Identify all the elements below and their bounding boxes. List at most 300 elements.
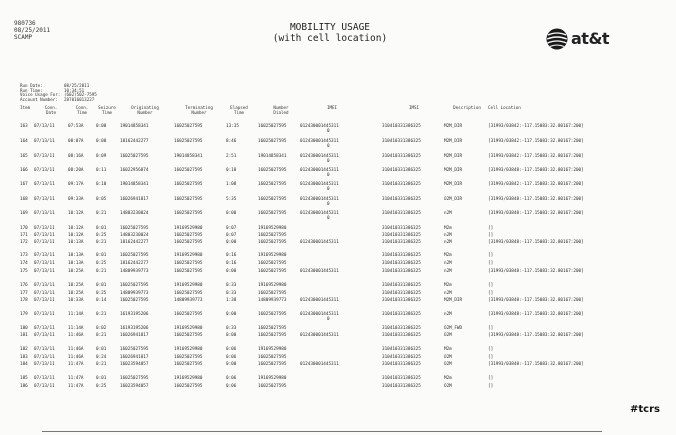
cell-imsi: 310410331386325 — [382, 197, 421, 202]
cell-desc: n2M — [444, 211, 452, 216]
cell-elapsed: 8:46 — [226, 139, 237, 144]
att-logo — [546, 28, 646, 52]
cell-desc: O2M — [444, 384, 452, 389]
cell-imei: 012430001445311 — [300, 139, 339, 144]
cell-item: 174 — [20, 261, 28, 266]
cell-term: 16025027595 — [174, 362, 203, 367]
meta-key: Run Date: — [20, 83, 43, 88]
cell-dialed: 16025027595 — [258, 355, 287, 360]
cell-seizure: 0:25 — [96, 384, 107, 389]
cell-desc: M2m — [444, 347, 452, 352]
cell-dialed: 16025027595 — [258, 197, 287, 202]
cell-elapsed: 0:00 — [226, 269, 237, 274]
cell-date: 07/13/11 — [34, 298, 55, 303]
cell-imei-continuation: 0 — [327, 129, 330, 134]
cell-orig: 14803230024 — [120, 211, 149, 216]
cell-imei-continuation: 0 — [327, 159, 330, 164]
cell-dialed: 16025027595 — [258, 233, 287, 238]
column-header-dialed: Number Dialed — [273, 105, 289, 115]
cell-term: 16025027595 — [174, 333, 203, 338]
title-line-2: (with cell location) — [272, 33, 388, 44]
cell-imei-continuation: 0 — [327, 173, 330, 178]
meta-value: 08/25/2011 — [64, 83, 90, 88]
cell-seizure: 0:21 — [96, 333, 107, 338]
cell-orig: 16025027595 — [120, 283, 149, 288]
cell-elapsed: 0:06 — [226, 384, 237, 389]
cell-imei-continuation: 0 — [327, 202, 330, 207]
cell-time: 11:14A — [68, 326, 84, 331]
cell-dialed: 16025027595 — [258, 291, 287, 296]
cell-date: 07/13/11 — [34, 168, 55, 173]
cell-seizure: 0:25 — [96, 233, 107, 238]
cell-elapsed: 13:35 — [226, 124, 239, 129]
cell-item: 169 — [20, 211, 28, 216]
cell-desc: O2M_DIR — [444, 197, 463, 202]
cell-date: 07/13/11 — [34, 384, 55, 389]
cell-dialed: 16025027595 — [258, 124, 287, 129]
cell-elapsed: 0:00 — [226, 240, 237, 245]
cell-dialed: 19169529980 — [258, 347, 287, 352]
cell-term: 16025027595 — [174, 168, 203, 173]
cell-desc: M2m — [444, 226, 452, 231]
cell-imsi: 310410331386325 — [382, 154, 421, 159]
column-header-seizure-time: Seizure Time — [98, 105, 116, 115]
cell-time: 11:46A — [68, 355, 84, 360]
cell-dialed: 19169529980 — [258, 283, 287, 288]
cell-cell: [] — [488, 233, 494, 238]
cell-seizure: 0:00 — [96, 124, 107, 129]
cell-cell: [31993/03842:-117.15083:32.80167:200] — [488, 124, 584, 129]
meta-key: Run Time: — [20, 87, 43, 93]
cell-elapsed: 0:00 — [226, 362, 237, 367]
cell-item: 173 — [20, 253, 28, 258]
cell-date: 07/13/11 — [34, 347, 55, 352]
cell-cell: [31993/03848:-117.15083:32.80167:200] — [488, 211, 584, 216]
cell-date: 07/13/11 — [34, 154, 55, 159]
cell-imsi: 310410331386325 — [382, 326, 421, 331]
cell-elapsed: 0:16 — [226, 253, 237, 258]
cell-term: 19169529980 — [174, 326, 203, 331]
cell-date: 07/13/11 — [34, 253, 55, 258]
cell-dialed: 16025027595 — [258, 211, 287, 216]
column-header-conn-time: Conn. Time — [75, 105, 89, 115]
cell-imei-continuation: 0 — [327, 144, 330, 149]
cell-desc: n2M — [444, 240, 452, 245]
cell-elapsed: 0:07 — [226, 233, 237, 238]
cell-cell: [31993/03848:-117.15083:32.80167:200] — [488, 333, 584, 338]
cell-imsi: 310410331386325 — [382, 261, 421, 266]
cell-cell: [31993/03848:-117.15083:32.80167:200] — [488, 168, 584, 173]
cell-imei: 012430001445311 — [300, 362, 339, 367]
cell-date: 07/13/11 — [34, 269, 55, 274]
cell-term: 16025027595 — [174, 197, 203, 202]
cell-item: 175 — [20, 269, 28, 274]
cell-elapsed: 0:33 — [226, 283, 237, 288]
cell-desc: n2M — [444, 312, 452, 317]
cell-time: 11:47A — [68, 384, 84, 389]
cell-cell: [31993/03848:-117.15083:32.80167:200] — [488, 312, 584, 317]
cell-date: 07/13/11 — [34, 312, 55, 317]
cell-orig: 16026941817 — [120, 355, 149, 360]
cell-dialed: 19169529980 — [258, 253, 287, 258]
cell-item: 165 — [20, 154, 28, 159]
cell-cell: [31993/03848:-117.15083:32.80167:200] — [488, 362, 584, 367]
cell-desc: M2M_DIR — [444, 182, 463, 187]
cell-imsi: 310410331386325 — [382, 269, 421, 274]
meta-key: Voice Usage For: — [20, 92, 61, 98]
cell-orig: 16025027595 — [120, 347, 149, 352]
cell-date: 07/13/11 — [34, 197, 55, 202]
cell-imei: 012430001445311 — [300, 154, 339, 159]
cell-imei: 012430001445311 — [300, 240, 339, 245]
cell-item: 180 — [20, 326, 28, 331]
cell-seizure: 0:11 — [96, 168, 107, 173]
cell-date: 07/13/11 — [34, 355, 55, 360]
cell-item: 185 — [20, 376, 28, 381]
cell-term: 16025027595 — [174, 139, 203, 144]
cell-imei: 012430001445311 — [300, 124, 339, 129]
cell-elapsed: 5:35 — [226, 197, 237, 202]
column-header-terminating: Terminating Number — [185, 105, 213, 115]
cell-cell: [31993/03848:-117.15083:32.80167:200] — [488, 240, 584, 245]
cell-elapsed: 0:33 — [226, 291, 237, 296]
cell-time: 10:13A — [68, 253, 84, 258]
cell-desc: M2M_DIR — [444, 168, 463, 173]
cell-imsi: 310410331386325 — [382, 347, 421, 352]
cell-dialed: 16025027595 — [258, 139, 287, 144]
cell-term: 16025027595 — [174, 124, 203, 129]
cell-item: 179 — [20, 312, 28, 317]
cell-time: 11:47A — [68, 362, 84, 367]
cell-time: 10:12A — [68, 226, 84, 231]
cell-item: 182 — [20, 347, 28, 352]
cell-dialed: 16025027595 — [258, 333, 287, 338]
cell-dialed: 16025027595 — [258, 269, 287, 274]
cell-imsi: 310410331386325 — [382, 226, 421, 231]
cell-imsi: 310410331386325 — [382, 240, 421, 245]
cell-date: 07/13/11 — [34, 124, 55, 129]
page-title — [230, 22, 430, 44]
cell-cell: [31993/03842:-117.15083:32.80167:200] — [488, 182, 584, 187]
cell-orig: 19014858341 — [120, 124, 149, 129]
cell-term: 19014858341 — [174, 154, 203, 159]
cell-term: 16025027595 — [174, 261, 203, 266]
cell-dialed: 16025027595 — [258, 261, 287, 266]
cell-term: 14809939773 — [174, 298, 203, 303]
cell-item: 177 — [20, 291, 28, 296]
cell-cell: [31993/03842:-117.15083:32.80167:200] — [488, 154, 584, 159]
cell-desc: M2m — [444, 283, 452, 288]
cell-cell: [] — [488, 261, 494, 266]
cell-seizure: 0:21 — [96, 211, 107, 216]
cell-seizure: 0:05 — [96, 197, 107, 202]
cell-seizure: 0:00 — [96, 139, 107, 144]
cell-imei-continuation: 0 — [327, 187, 330, 192]
cell-item: 184 — [20, 362, 28, 367]
cell-time: 09:17A — [68, 182, 84, 187]
cell-imei: 012430001445311 — [300, 333, 339, 338]
cell-time: 08:20A — [68, 168, 84, 173]
cell-imsi: 310410331386325 — [382, 376, 421, 381]
cell-desc: M2M_DIR — [444, 154, 463, 159]
cell-date: 07/13/11 — [34, 326, 55, 331]
cell-date: 07/13/11 — [34, 233, 55, 238]
report-date: 08/25/2011 — [14, 27, 51, 34]
cell-cell: [] — [488, 376, 494, 381]
cell-item: 170 — [20, 226, 28, 231]
cell-orig: 16025027595 — [120, 298, 149, 303]
cell-term: 19169529980 — [174, 253, 203, 258]
report-meta — [20, 84, 97, 102]
cell-seizure: 0:09 — [96, 154, 107, 159]
cell-imei: 012430001445311 — [300, 269, 339, 274]
cell-orig: 19014858341 — [120, 182, 149, 187]
cell-orig: 16193195206 — [120, 326, 149, 331]
cell-date: 07/13/11 — [34, 376, 55, 381]
cell-elapsed: 0:33 — [226, 326, 237, 331]
cell-orig: 16025027595 — [120, 376, 149, 381]
cell-imei: 012430001445311 — [300, 182, 339, 187]
cell-elapsed: 0:07 — [226, 226, 237, 231]
cell-desc: O2M_FWD — [444, 326, 463, 331]
cell-elapsed: 1:08 — [226, 182, 237, 187]
cell-orig: 14809939773 — [120, 291, 149, 296]
cell-item: 168 — [20, 197, 28, 202]
cell-imsi: 310410331386325 — [382, 298, 421, 303]
meta-key: Account Number: — [20, 96, 58, 102]
cell-item: 164 — [20, 139, 28, 144]
cell-cell: [] — [488, 347, 494, 352]
cell-orig: 16026941817 — [120, 197, 149, 202]
cell-desc: O2M — [444, 362, 452, 367]
footer-divider — [42, 431, 602, 432]
cell-imsi: 310410331386325 — [382, 283, 421, 288]
cell-seizure: 0:01 — [96, 253, 107, 258]
cell-term: 16025027595 — [174, 269, 203, 274]
cell-time: 11:47A — [68, 376, 84, 381]
cell-imsi: 310410331386325 — [382, 362, 421, 367]
cell-elapsed: 1:38 — [226, 298, 237, 303]
meta-row — [20, 98, 97, 103]
cell-date: 07/13/11 — [34, 211, 55, 216]
cell-item: 183 — [20, 355, 28, 360]
cell-imsi: 310410331386325 — [382, 333, 421, 338]
cell-dialed: 16025027595 — [258, 384, 287, 389]
cell-desc: n2M — [444, 233, 452, 238]
cell-term: 16025027595 — [174, 211, 203, 216]
column-header-cell-location: Cell Location — [488, 105, 521, 110]
cell-time: 08:07A — [68, 139, 84, 144]
cell-imei: 012430001445311 — [300, 168, 339, 173]
cell-desc: n2M — [444, 291, 452, 296]
column-header-imei: IMEI — [326, 105, 338, 110]
cell-elapsed: 0:18 — [226, 168, 237, 173]
cell-orig: 16025027595 — [120, 154, 149, 159]
report-id: 980736 — [14, 20, 36, 27]
cell-time: 10:12A — [68, 211, 84, 216]
cell-desc: M2M_DIR — [444, 298, 463, 303]
cell-imsi: 310410331386325 — [382, 168, 421, 173]
cell-elapsed: 0:06 — [226, 355, 237, 360]
cell-date: 07/13/11 — [34, 362, 55, 367]
cell-date: 07/13/11 — [34, 333, 55, 338]
cell-item: 163 — [20, 124, 28, 129]
cell-orig: 16026941817 — [120, 333, 149, 338]
cell-elapsed: 0:00 — [226, 211, 237, 216]
cell-cell: [31993/03848:-117.15083:32.80167:200] — [488, 269, 584, 274]
cell-orig: 16025027595 — [120, 226, 149, 231]
title-line-1: MOBILITY USAGE — [289, 22, 371, 33]
cell-orig: 16193195206 — [120, 312, 149, 317]
cell-imsi: 310410331386325 — [382, 291, 421, 296]
cell-seizure: 0:01 — [96, 283, 107, 288]
cell-date: 07/13/11 — [34, 182, 55, 187]
cell-orig: 16022956874 — [120, 168, 149, 173]
cell-time: 10:33A — [68, 298, 84, 303]
cell-item: 186 — [20, 384, 28, 389]
column-header-description: Description — [453, 105, 481, 110]
cell-item: 176 — [20, 283, 28, 288]
cell-dialed: 14809939773 — [258, 298, 287, 303]
cell-time: 10:25A — [68, 291, 84, 296]
cell-time: 07:53A — [68, 124, 84, 129]
cell-seizure: 0:01 — [96, 226, 107, 231]
cell-seizure: 0:25 — [96, 261, 107, 266]
cell-cell: [] — [488, 226, 494, 231]
cell-imei: 012430001445311 — [300, 298, 339, 303]
cell-date: 07/13/11 — [34, 240, 55, 245]
cell-cell: [31993/03848:-117.15083:32.80167:200] — [488, 197, 584, 202]
cell-item: 166 — [20, 168, 28, 173]
cell-imsi: 310410331386325 — [382, 384, 421, 389]
cell-imsi: 310410331386325 — [382, 182, 421, 187]
cell-dialed: 19014858341 — [258, 154, 287, 159]
cell-dialed: 16025027595 — [258, 362, 287, 367]
cell-elapsed: 0:00 — [226, 333, 237, 338]
cell-desc: M2m — [444, 253, 452, 258]
cell-elapsed: 0:06 — [226, 347, 237, 352]
cell-imei-continuation: 0 — [327, 317, 330, 322]
cell-dialed: 19169529980 — [258, 226, 287, 231]
cell-cell: [] — [488, 253, 494, 258]
cell-imsi: 310410331386325 — [382, 253, 421, 258]
cell-term: 16025027595 — [174, 384, 203, 389]
cell-dialed: 16025027595 — [258, 182, 287, 187]
cell-orig: 16023594057 — [120, 362, 149, 367]
cell-imsi: 310410331386325 — [382, 233, 421, 238]
cell-imei: 012430001445311 — [300, 197, 339, 202]
watermark: #tcrs — [630, 404, 660, 415]
cell-term: 16025027595 — [174, 233, 203, 238]
cell-seizure: 0:02 — [96, 326, 107, 331]
cell-elapsed: 0:06 — [226, 376, 237, 381]
cell-desc: M2m — [444, 376, 452, 381]
cell-dialed: 16025027595 — [258, 240, 287, 245]
cell-orig: 14809939773 — [120, 269, 149, 274]
cell-term: 16025027595 — [174, 182, 203, 187]
cell-desc: O2M — [444, 333, 452, 338]
cell-cell: [31993/03842:-117.15083:32.80167:200] — [488, 139, 584, 144]
cell-orig: 18162442277 — [120, 240, 149, 245]
cell-orig: 18162442277 — [120, 261, 149, 266]
cell-dialed: 16025027595 — [258, 326, 287, 331]
cell-imei: 012430001445311 — [300, 312, 339, 317]
cell-dialed: 16025027595 — [258, 168, 287, 173]
cell-imsi: 310410331386325 — [382, 355, 421, 360]
meta-value: 10:34:51 — [64, 87, 85, 93]
cell-time: 10:25A — [68, 283, 84, 288]
cell-elapsed: 0:00 — [226, 312, 237, 317]
cell-cell: [] — [488, 355, 494, 360]
cell-elapsed: 0:16 — [226, 261, 237, 266]
cell-seizure: 0:01 — [96, 376, 107, 381]
cell-dialed: 19169529980 — [258, 376, 287, 381]
cell-seizure: 0:21 — [96, 312, 107, 317]
cell-term: 16025027595 — [174, 291, 203, 296]
cell-date: 07/13/11 — [34, 226, 55, 231]
cell-seizure: 0:21 — [96, 269, 107, 274]
cell-cell: [] — [488, 326, 494, 331]
cell-time: 11:46A — [68, 333, 84, 338]
column-header-item: Item — [20, 105, 31, 110]
cell-term: 16025027595 — [174, 240, 203, 245]
cell-date: 07/13/11 — [34, 139, 55, 144]
cell-date: 07/13/11 — [34, 291, 55, 296]
logo-text: at&t — [571, 29, 610, 48]
cell-time: 10:12A — [68, 233, 84, 238]
cell-cell: [] — [488, 283, 494, 288]
cell-date: 07/13/11 — [34, 261, 55, 266]
cell-cell: [31993/03848:-117.15083:32.80167:200] — [488, 298, 584, 303]
cell-time: 09:33A — [68, 197, 84, 202]
column-header-elapsed: Elapsed Time — [230, 105, 248, 115]
cell-seizure: 0:25 — [96, 291, 107, 296]
cell-desc: O2M — [444, 355, 452, 360]
meta-value: 287016013227 — [64, 96, 95, 102]
cell-time: 08:16A — [68, 154, 84, 159]
cell-item: 171 — [20, 233, 28, 238]
cell-desc: n2M — [444, 261, 452, 266]
cell-cell: [] — [488, 384, 494, 389]
report-system: SCAMP — [14, 34, 33, 41]
cell-orig: 14803230024 — [120, 233, 149, 238]
cell-time: 10:13A — [68, 240, 84, 245]
cell-seizure: 0:24 — [96, 355, 107, 360]
cell-desc: M2M_DIR — [444, 124, 463, 129]
column-header-imsi: IMSI — [408, 105, 420, 110]
cell-time: 10:13A — [68, 261, 84, 266]
cell-item: 167 — [20, 182, 28, 187]
cell-seizure: 0:21 — [96, 362, 107, 367]
cell-orig: 18162442277 — [120, 139, 149, 144]
cell-desc: M2M_DIR — [444, 139, 463, 144]
cell-imsi: 310410331386325 — [382, 139, 421, 144]
meta-value: (602)502-7595 — [64, 92, 97, 98]
cell-orig: 16023594057 — [120, 384, 149, 389]
cell-term: 19169529980 — [174, 376, 203, 381]
cell-desc: n2M — [444, 269, 452, 274]
cell-seizure: 0:21 — [96, 240, 107, 245]
column-header-conn-date: Conn. Date — [44, 105, 58, 115]
cell-term: 16025027595 — [174, 312, 203, 317]
cell-item: 181 — [20, 333, 28, 338]
cell-imei: 012430001445311 — [300, 211, 339, 216]
cell-imei-continuation: 0 — [327, 216, 330, 221]
cell-imsi: 310410331386325 — [382, 211, 421, 216]
cell-time: 11:14A — [68, 312, 84, 317]
cell-dialed: 16025027595 — [258, 312, 287, 317]
cell-imsi: 310410331386325 — [382, 312, 421, 317]
